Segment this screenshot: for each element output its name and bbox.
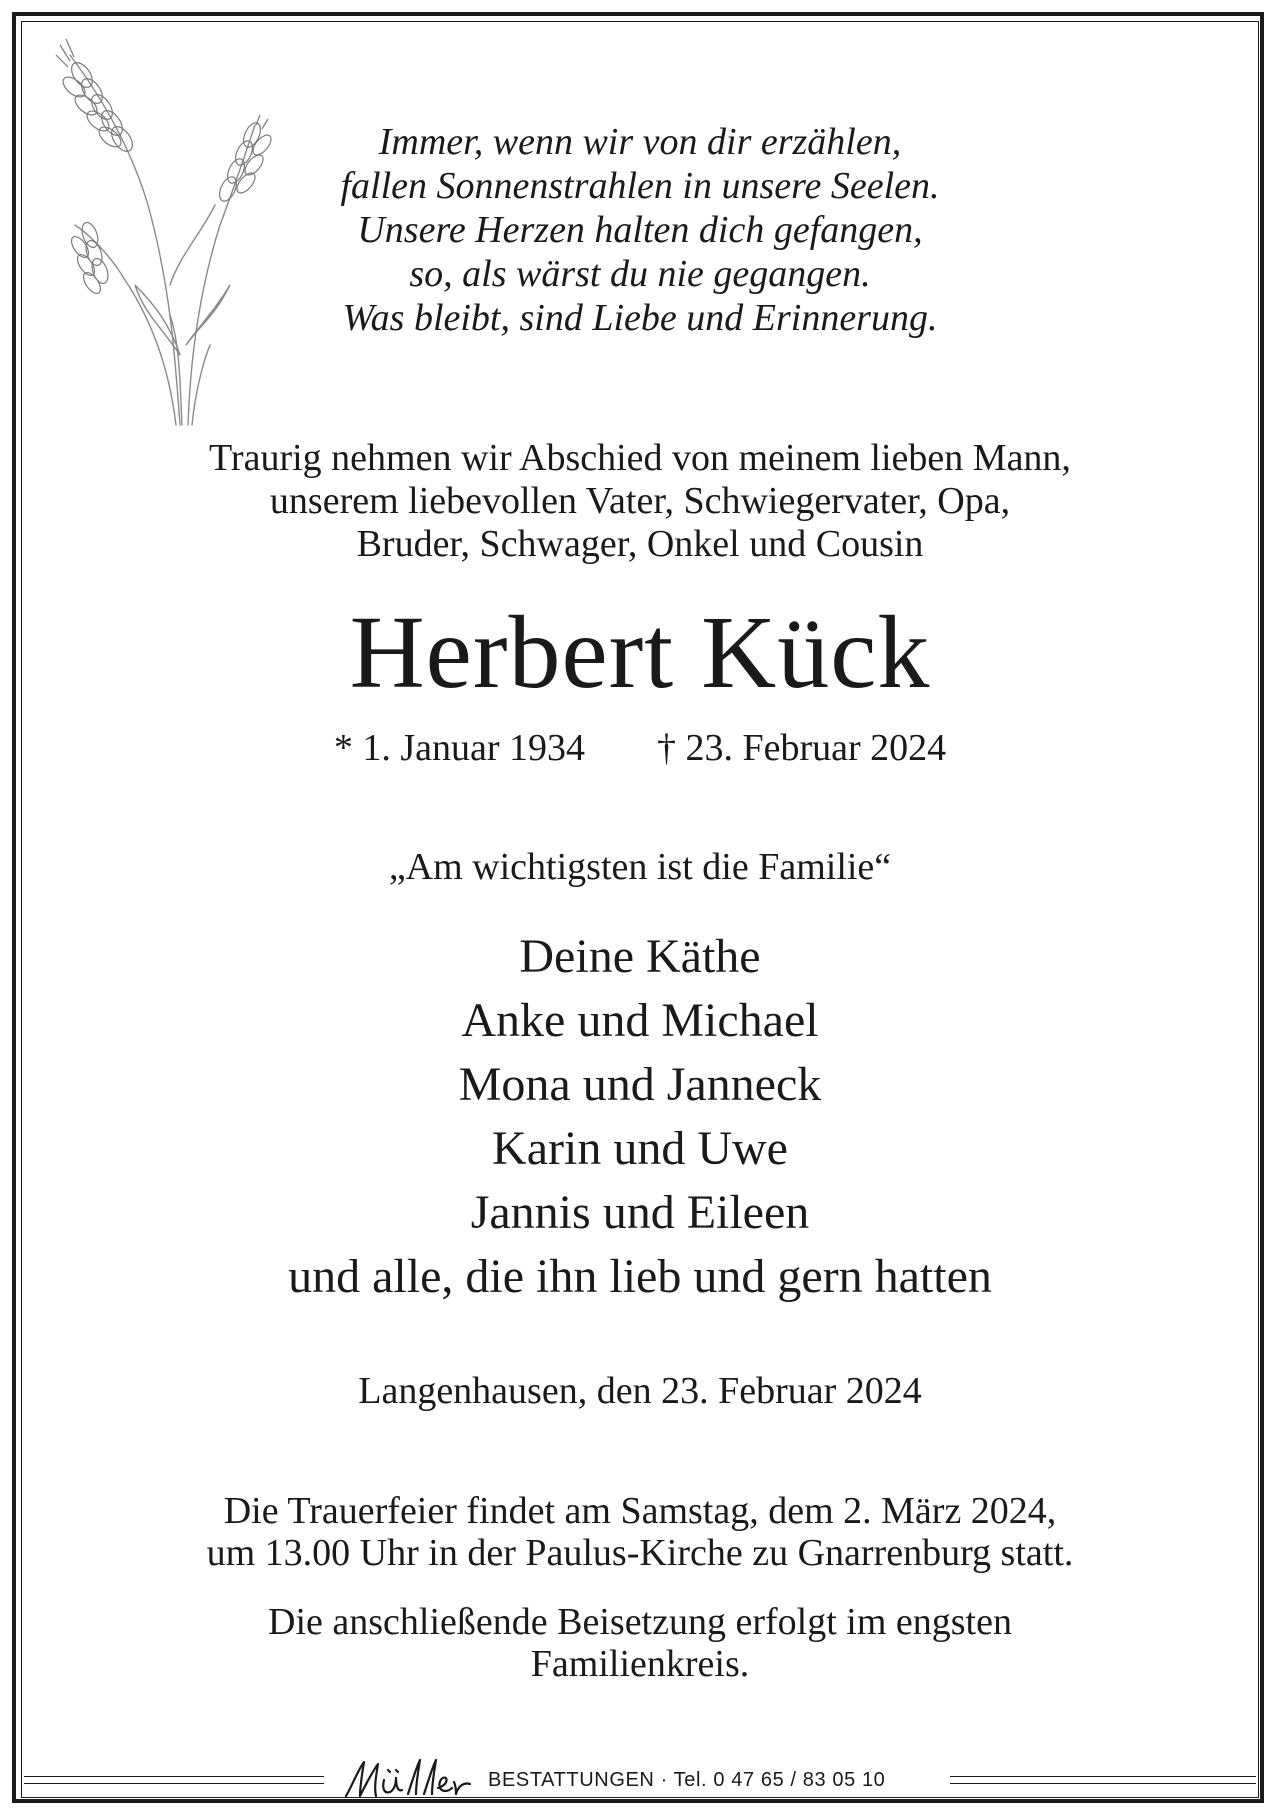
undertaker-contact: BESTATTUNGEN · Tel. 0 47 65 / 83 05 10	[488, 1769, 886, 1791]
mourner: Karin und Uwe	[492, 1122, 788, 1175]
place-and-date: Langenhausen, den 23. Februar 2024	[358, 1370, 922, 1412]
funeral-service-info	[0, 1490, 1280, 1574]
footer-rule	[950, 1783, 1256, 1784]
family-motto: „Am wichtigsten ist die Familie“	[388, 846, 892, 888]
burial-line: Familienkreis.	[530, 1643, 750, 1685]
footer-rule	[950, 1776, 1256, 1777]
service-line: Die Trauerfeier findet am Samstag, dem 2. März 2024,	[223, 1490, 1057, 1532]
verse-line: Unsere Herzen halten dich gefangen,	[357, 209, 923, 251]
service-line: um 13.00 Uhr in der Paulus-Kirche zu Gnarrenburg statt.	[206, 1532, 1074, 1574]
mourner: und alle, die ihn lieb und gern hatten	[288, 1250, 992, 1303]
verse-line: fallen Sonnenstrahlen in unsere Seelen.	[340, 165, 940, 207]
footer-rule	[24, 1783, 324, 1784]
life-dates	[0, 726, 1280, 770]
farewell-intro	[0, 437, 1280, 566]
verse-line: Was bleibt, sind Liebe und Erinnerung.	[342, 297, 938, 339]
death-date: † 23. Februar 2024	[657, 727, 947, 769]
verse-line: Immer, wenn wir von dir erzählen,	[378, 121, 902, 163]
intro-line: Traurig nehmen wir Abschied von meinem lieben Mann,	[209, 437, 1071, 479]
birth-date: * 1. Januar 1934	[333, 727, 585, 769]
burial-info	[0, 1601, 1280, 1685]
deceased-name: Herbert Kück	[349, 595, 931, 710]
undertaker-footer	[0, 1768, 1280, 1802]
intro-line: unserem liebevollen Vater, Schwiegervater, Opa,	[269, 480, 1011, 522]
mourner: Jannis und Eileen	[470, 1186, 810, 1239]
mueller-signature-logo	[338, 1756, 478, 1804]
intro-line: Bruder, Schwager, Onkel und Cousin	[356, 523, 924, 565]
mourner: Mona und Janneck	[458, 1058, 822, 1111]
mourners-list	[0, 925, 1280, 1309]
footer-rule	[24, 1776, 324, 1777]
verse	[140, 120, 1140, 340]
mourner: Anke und Michael	[461, 994, 819, 1047]
verse-line: so, als wärst du nie gegangen.	[409, 253, 871, 295]
burial-line: Die anschließende Beisetzung erfolgt im engsten	[268, 1601, 1012, 1643]
mourner: Deine Käthe	[519, 930, 761, 983]
